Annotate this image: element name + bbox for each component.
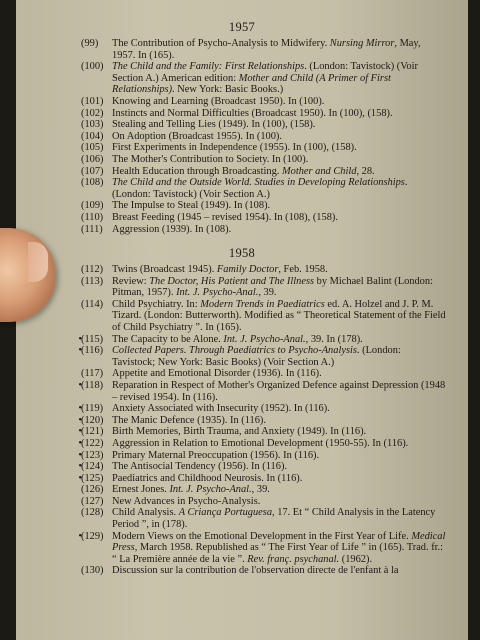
entry-text: Discussion sur la contribution de l'observation directe de l'enfant à la	[112, 565, 399, 577]
entry-number: (123)	[81, 449, 104, 461]
entry-text: Ernest Jones. Int. J. Psycho-Anal., 39.	[112, 484, 270, 496]
entry-text: Anxiety Associated with Insecurity (1952). In (116).	[112, 403, 330, 415]
bibliography-entry	[76, 142, 446, 154]
entry-text: First Experiments in Independence (1955). In (100), (158).	[112, 142, 357, 154]
entry-text: New Advances in Psycho-Analysis.	[112, 495, 261, 507]
entry-number: (118)	[81, 379, 104, 391]
entry-number: (127)	[81, 495, 104, 507]
bibliography-entry	[76, 507, 446, 530]
entry-text: Birth Memories, Birth Trauma, and Anxiety (1949). In (116).	[112, 426, 367, 438]
entry-number: (130)	[81, 565, 104, 577]
entry-number: (114)	[81, 298, 104, 310]
bibliography-entry	[76, 565, 446, 577]
entry-number: (120)	[81, 414, 104, 426]
bibliography-entry	[76, 96, 446, 108]
entry-number: (105)	[81, 142, 104, 154]
entry-text: The Mother's Contribution to Society. In (100).	[112, 153, 309, 165]
bibliography-entry	[76, 154, 446, 166]
bullet-marker: •	[78, 437, 82, 449]
bibliography-entry	[76, 264, 446, 276]
entry-number: (101)	[81, 95, 104, 107]
entry-text: Aggression (1939). In (108).	[112, 223, 232, 235]
entry-list-1958	[76, 264, 446, 577]
entry-number: (106)	[81, 153, 104, 165]
entry-number: (128)	[81, 507, 104, 519]
entry-number: (109)	[81, 200, 104, 212]
entry-text: Health Education through Broadcasting. Mother and Child, 28.	[112, 165, 375, 177]
entry-number: (103)	[81, 119, 104, 131]
bullet-marker: •	[78, 414, 82, 426]
entry-number: (110)	[81, 211, 104, 223]
bullet-marker: •	[78, 472, 82, 484]
entry-text: Stealing and Telling Lies (1949). In (100), (158).	[112, 119, 316, 131]
bibliography-entry	[76, 368, 446, 380]
entry-number: (108)	[81, 177, 104, 189]
entry-number: (100)	[81, 61, 104, 73]
bullet-marker: •	[78, 461, 82, 473]
bibliography-entry	[76, 119, 446, 131]
bibliography-entry	[76, 438, 446, 450]
bibliography-entry	[76, 38, 446, 61]
entry-text: Twins (Broadcast 1945). Family Doctor, Feb. 1958.	[112, 264, 328, 275]
entry-number: (119)	[81, 403, 104, 415]
bibliography-entry	[76, 212, 446, 224]
entry-text: Reparation in Respect of Mother's Organized Defence against Depression (1948 – revised 1954). In (116).	[112, 379, 446, 403]
bibliography-entry	[76, 299, 446, 334]
bullet-marker: •	[78, 530, 82, 542]
entry-text: Collected Papers. Through Paediatrics to Psycho-Analysis. (London: Tavistock; New York: Basic Books) (Voir Section A.)	[112, 345, 401, 368]
entry-number: (117)	[81, 368, 104, 380]
bibliography-entry	[76, 461, 446, 473]
bibliography-entry	[76, 415, 446, 427]
entry-text: On Adoption (Broadcast 1955). In (100).	[112, 130, 282, 142]
bibliography-entry	[76, 131, 446, 143]
entry-text: Appetite and Emotional Disorder (1936). In (116).	[112, 368, 322, 380]
entry-number: (104)	[81, 130, 104, 142]
entry-number: (121)	[81, 426, 104, 438]
entry-text: The Impulse to Steal (1949). In (108).	[112, 200, 271, 212]
entry-text: Review: The Doctor, His Patient and The Illness by Michael Balint (London: Pitman, 1957). Int. J. Psycho-Anal., 39.	[112, 275, 433, 299]
bibliography-entry	[76, 345, 446, 368]
thumbnail-image	[28, 242, 48, 282]
bullet-marker: •	[78, 426, 82, 438]
entry-text: Instincts and Normal Difficulties (Broadcast 1950). In (100), (158).	[112, 107, 393, 119]
entry-text: The Antisocial Tendency (1956). In (116).	[112, 461, 288, 473]
bibliography-entry	[76, 276, 446, 299]
bibliography-entry	[76, 177, 446, 200]
bibliography-entry	[76, 484, 446, 496]
entry-number: (122)	[81, 437, 104, 449]
bibliography-entry	[76, 403, 446, 415]
entry-number: (124)	[81, 461, 104, 473]
entry-number: (102)	[81, 107, 104, 119]
bibliography-entry	[76, 224, 446, 236]
entry-number: (99)	[81, 38, 99, 49]
entry-text: Knowing and Learning (Broadcast 1950). In (100).	[112, 95, 325, 107]
bibliography-entry	[76, 200, 446, 212]
entry-number: (115)	[81, 333, 104, 345]
entry-number: (111)	[81, 223, 103, 235]
bibliography-entry	[76, 531, 446, 566]
entry-text: The Child and the Family: First Relationships. (London: Tavistock) (Voir Section A.) American edition: Mother and Child (A Primer of First Relationships). New York: Basic Books.)	[112, 61, 418, 96]
bibliography-entry	[76, 496, 446, 508]
entry-text: Modern Views on the Emotional Development in the First Year of Life. Medical Press, March 1958. Republished as “ The First Year of Life ” in (165). Trad. fr.: “ La Première année de la vie ”. Rev. franç. psychanal. (1962).	[112, 530, 446, 565]
bullet-marker: •	[78, 403, 82, 415]
bullet-marker: •	[78, 449, 82, 461]
entry-text: Primary Maternal Preoccupation (1956). In (116).	[112, 449, 320, 461]
bibliography-entry	[76, 108, 446, 120]
entry-text: Aggression in Relation to Emotional Development (1950-55). In (116).	[112, 437, 409, 449]
bullet-marker: •	[78, 379, 82, 391]
bibliography-entry	[76, 426, 446, 438]
entry-number: (107)	[81, 165, 104, 177]
bullet-marker: •	[78, 345, 82, 357]
entry-text: The Manic Defence (1935). In (116).	[112, 414, 266, 426]
entry-text: Paediatrics and Childhood Neurosis. In (116).	[112, 472, 303, 484]
entry-text: Child Analysis. A Criança Portuguesa, 17. Et “ Child Analysis in the Latency Period ”, in (178).	[112, 507, 436, 531]
bibliography-entry	[76, 473, 446, 485]
bibliography-entry	[76, 334, 446, 346]
entry-list-1957	[76, 38, 446, 235]
year-heading-1958: 1958	[228, 246, 256, 260]
bullet-marker: •	[78, 333, 82, 345]
bibliography-entry	[76, 61, 446, 96]
entry-number: (126)	[81, 484, 104, 496]
entry-number: (113)	[81, 275, 104, 287]
year-heading-1957: 1957	[228, 20, 256, 34]
entry-text: Child Psychiatry. In: Modern Trends in Paediatrics ed. A. Holzel and J. P. M. Tizard. (London: Butterworth). Modified as “ Theoretical Statement of the Field of Child Psychiatry ”. In (165).	[112, 298, 446, 333]
entry-text: Breast Feeding (1945 – revised 1954). In (108), (158).	[112, 211, 338, 223]
bibliography-entry	[76, 380, 446, 403]
book-page	[16, 0, 468, 640]
entry-text: The Child and the Outside World. Studies in Developing Relationships. (London: Tavistock) (Voir Section A.)	[112, 177, 408, 200]
entry-number: (116)	[81, 345, 104, 357]
entry-text: The Capacity to be Alone. Int. J. Psycho-Anal., 39. In (178).	[112, 333, 363, 345]
entry-number: (125)	[81, 472, 104, 484]
entry-number: (129)	[81, 530, 104, 542]
entry-number: (112)	[81, 264, 104, 275]
entry-text: The Contribution of Psycho-Analysis to Midwifery. Nursing Mirror, May, 1957. In (165).	[112, 38, 421, 61]
bibliography-entry	[76, 166, 446, 178]
bibliography-entry	[76, 450, 446, 462]
